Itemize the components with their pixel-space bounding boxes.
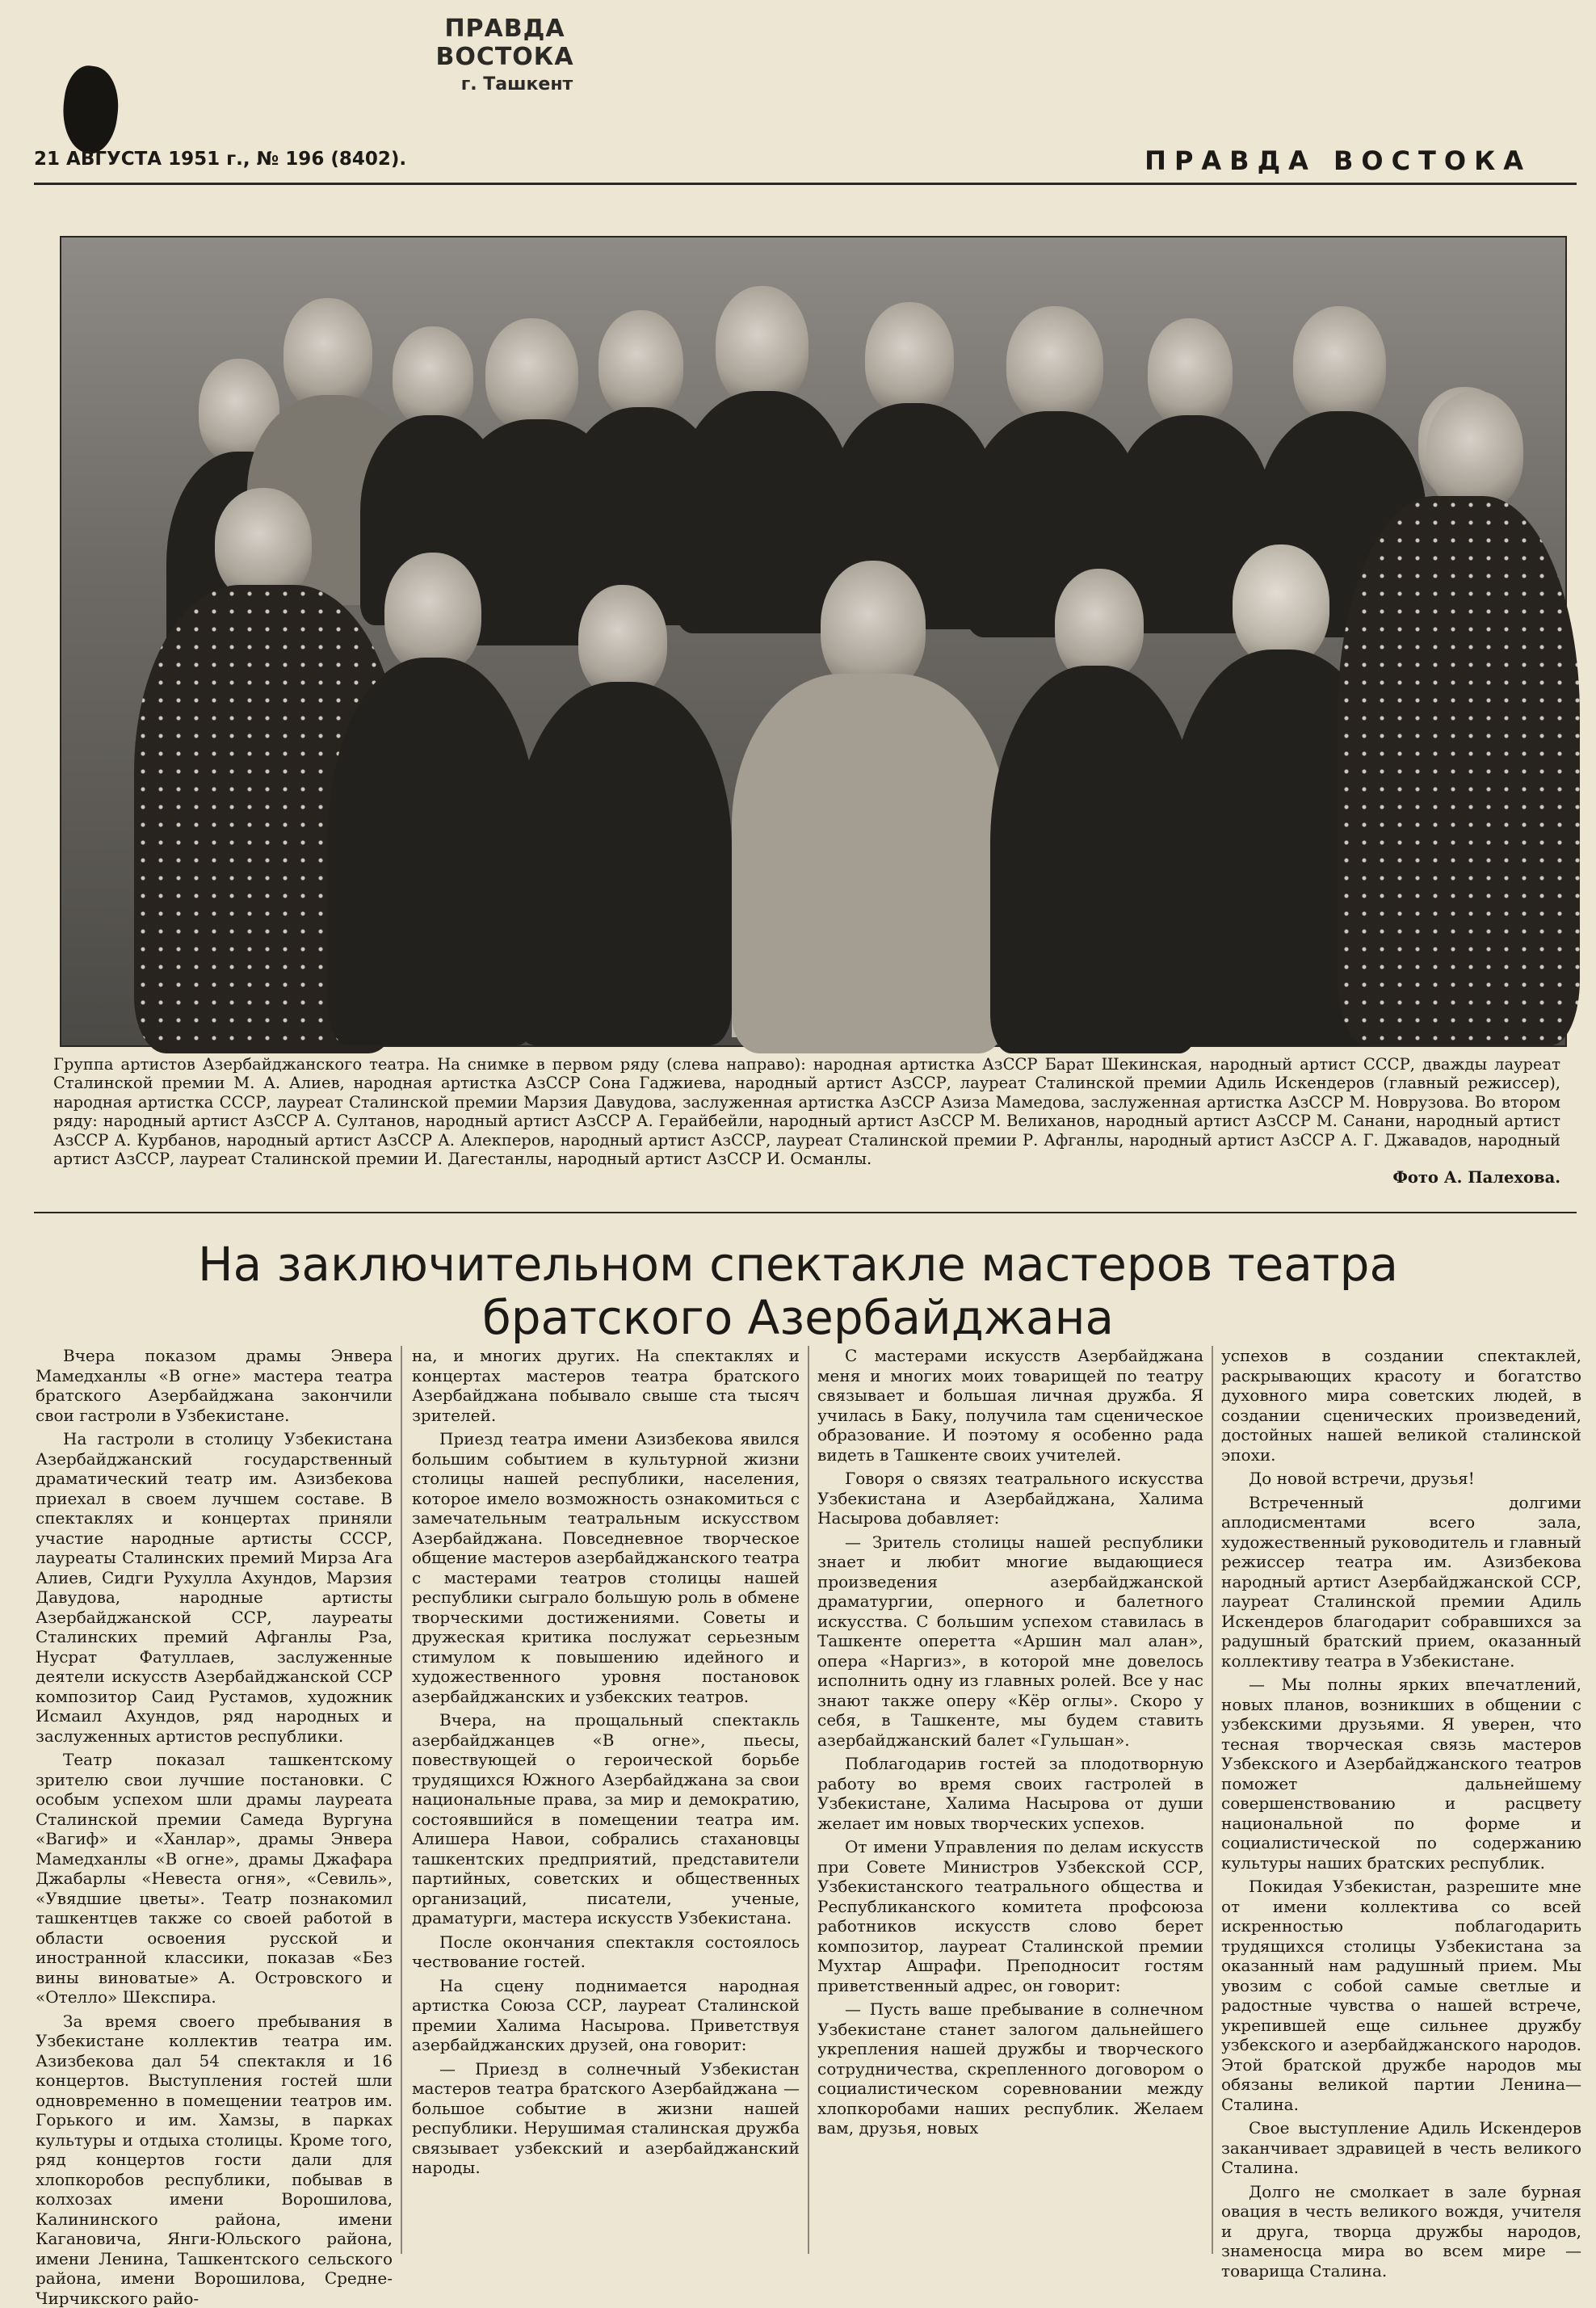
- paragraph: — Зритель столицы нашей республики знает и любит многие выдающиеся произведения азербайджанской драматургии, оперного и балетного искусства. С большим успехом ставилась в Ташкенте оперетта «Аршин мал алан», опера «Наргиз», в которой мне довелось исполнить одну из главных ролей. Все у нас знают также оперу «Кёр оглы». Скоро у себя, в Ташкенте, мы будем ставить азербайджанский балет «Гульшан».: [817, 1532, 1203, 1751]
- article-column-2: [412, 1346, 800, 2257]
- masthead-rule: [34, 183, 1577, 185]
- stamp-city: г. Ташкент: [388, 74, 622, 95]
- paragraph: успехов в создании спектаклей, раскрывающих красоту и богатство духовного мира советских людей, в создании сценических произведений, достойных нашей великой сталинской эпохи.: [1221, 1346, 1581, 1465]
- paragraph: Поблагодарив гостей за плодотворную работу во время своих гастролей в Узбекистане, Халима Насырова от души желает им новых творческих успехов.: [817, 1754, 1203, 1833]
- column-separator: [1212, 1346, 1213, 2254]
- stamp-title: ПРАВДА ВОСТОКА: [388, 15, 622, 71]
- paragraph: От имени Управления по делам искусств при Совете Министров Узбекской ССР, Узбекистанского театрального общества и Республиканского комитета профсоюза работников искусств слово берет композитор, лауреат Сталинской премии Мухтар Ашрафи. Преподносит гостям приветственный адрес, он говорит:: [817, 1837, 1203, 1995]
- column-separator: [808, 1346, 809, 2254]
- issue-date: 21 АВГУСТА 1951 г., № 196 (8402).: [34, 149, 406, 170]
- archive-stamp: [388, 15, 622, 95]
- paragraph: Приезд театра имени Азизбекова явился большим событием в культурной жизни столицы нашей республики, населения, которое имело возможность ознакомиться с замечательным театральным искусством Азербайджана. Повседневное творческое общение мастеров азербайджанского театра с мастерами театров столицы нашей республики сыграло большую роль в обмене творческими достижениями. Советы и дружеская критика послужат серьезным стимулом к повышению идейного и художественного уровня постановок азербайджанских и узбекских театров.: [412, 1429, 800, 1706]
- article-headline-line2: братского Азербайджана: [0, 1289, 1596, 1346]
- paragraph: Свое выступление Адиль Искендеров заканчивает здравицей в честь великого Сталина.: [1221, 2118, 1581, 2178]
- paragraph: Вчера, на прощальный спектакль азербайджанцев «В огне», пьесы, повествующей о героической борьбе трудящихся Южного Азербайджана за свои национальные права, за мир и демократию, состоявшийся в помещении театра им. Алишера Навои, собрались стахановцы ташкентских предприятий, представители партийных, советских и общественных организаций, писатели, ученые, драматурги, мастера искусств Узбекистана.: [412, 1710, 800, 1928]
- paragraph: С мастерами искусств Азербайджана меня и многих моих товарищей по театру связывает и большая личная дружба. Я училась в Баку, получила там сценическое образование. И поэтому я особенно рада видеть в Ташкенте своих учителей.: [817, 1346, 1203, 1465]
- paragraph: Долго не смолкает в зале бурная овация в честь великого вождя, учителя и друга, творца дружбы народов, знаменосца мира во всем мире — товарища Сталина.: [1221, 2182, 1581, 2281]
- paragraph: До новой встречи, друзья!: [1221, 1469, 1581, 1489]
- paragraph: Говоря о связях театрального искусства Узбекистана и Азербайджана, Халима Насырова добавляет:: [817, 1469, 1203, 1528]
- paragraph: На гастроли в столицу Узбекистана Азербайджанский государственный драматический театр им. Азизбекова приехал в своем лучшем составе. В спектаклях и концертах приняли участие народные артисты СССР, лауреаты Сталинских премий Мирза Ага Алиев, Сидги Рухулла Ахундов, Марзия Давудова, народные артисты Азербайджанской ССР, лауреаты Сталинских премий Афганлы Рза, Нусрат Фатуллаев, заслуженные деятели искусств Азербайджанской ССР композитор Саид Рустамов, художник Исмаил Ахундов, ряд народных и заслуженных артистов республики.: [36, 1429, 393, 1746]
- paragraph: Покидая Узбекистан, разрешите мне от имени коллектива со всей искренностью поблагодарить трудящихся столицы Узбекистана за оказанный нам радушный прием. Мы увозим с собой самые светлые и радостные чувства о нашей встрече, укрепившей еще сильнее дружбу узбекского и азербайджанского народов. Этой братской дружбе народов мы обязаны великой партии Ленина—Сталина.: [1221, 1877, 1581, 2114]
- ink-blot: [57, 63, 124, 157]
- column-separator: [401, 1346, 402, 2254]
- photo-credit: Фото А. Палехова.: [53, 1168, 1560, 1187]
- paragraph: Театр показал ташкентскому зрителю свои лучшие постановки. С особым успехом шли драмы лауреата Сталинской премии Самеда Вургуна «Вагиф» и «Ханлар», драмы Энвера Мамедханлы «В огне», драмы Джафара Джабарлы «Невеста огня», «Севиль», «Увядшие цветы». Театр познакомил ташкентцев также со своей работой в области освоения русской и иностранной классики, показав «Без вины виноватые» А. Островского и «Отелло» Шекспира.: [36, 1750, 393, 2007]
- paragraph: на, и многих других. На спектаклях и концертах мастеров театра братского Азербайджана побывало свыше ста тысяч зрителей.: [412, 1346, 800, 1425]
- article-column-4: [1221, 1346, 1581, 2257]
- paragraph: — Приезд в солнечный Узбекистан мастеров театра братского Азербайджана — большое событие в жизни нашей республики. Нерушимая сталинская дружба связывает узбекский и азербайджанский народы.: [412, 2059, 800, 2178]
- paragraph: На сцену поднимается народная артистка Союза ССР, лауреат Сталинской премии Халима Насырова. Приветствуя азербайджанских друзей, она говорит:: [412, 1976, 800, 2055]
- caption-text: Группа артистов Азербайджанского театра. На снимке в первом ряду (слева направо): народная артистка АзССР Барат Шекинская, народный артист СССР, дважды лауреат Сталинской премии М. А. Алиев, народная артистка АзССР Сона Гаджиева, народный артист АзССР, лауреат Сталинской премии Адиль Искендеров (главный режиссер), народная артистка СССР, лауреат Сталинской премии Марзия Давудова, заслуженная артистка АзССР Азиза Мамедова, заслуженная артистка АзССР М. Новрузова. Во втором ряду: народный артист АзССР А. Султанов, народный артист АзССР А. Герайбейли, народный артист АзССР М. Велиханов, народный артист АзССР М. Санани, народный артист АзССР А. Курбанов, народный артист АзССР А. Алекперов, народный артист АзССР, лауреат Сталинской премии Р. Афганлы, народный артист АзССР А. Г. Джавадов, народный артист АзССР, лауреат Сталинской премии И. Дагестанлы, народный артист АзССР И. Османлы.: [53, 1055, 1560, 1168]
- paragraph: Встреченный долгими аплодисментами всего зала, художественный руководитель и главный режиссер театра им. Азизбекова народный артист Азербайджанской ССР, лауреат Сталинской премии Адиль Искендеров благодарит собравшихся за радушный братский прием, оказанный коллективу театра в Узбекистане.: [1221, 1493, 1581, 1671]
- article-column-3: [817, 1346, 1203, 2257]
- photo-caption: [53, 1055, 1560, 1188]
- paragraph: После окончания спектакля состоялось чествование гостей.: [412, 1932, 800, 1972]
- paragraph: За время своего пребывания в Узбекистане коллектив театра им. Азизбекова дал 54 спектакля и 16 концертов. Выступления гостей шли одновременно в помещении театров им. Горького и им. Хамзы, в парках культуры и отдыха столицы. Кроме того, ряд концертов гости дали для хлопкоробов республики, побывав в колхозах имени Ворошилова, Калининского района, имени Кагановича, Янги-Юльского района, имени Ленина, Ташкентского сельского района, имени Ворошилова, Средне-Чирчикского райо-: [36, 2012, 393, 2308]
- article-headline-line1: На заключительном спектакле мастеров театра: [0, 1236, 1596, 1293]
- article-column-1: [36, 1346, 393, 2257]
- paragraph: — Мы полны ярких впечатлений, новых планов, возникших в общении с узбекскими друзьями. Я уверен, что тесная творческая связь мастеров Узбекского и Азербайджанского театров поможет дальнейшему совершенствованию и расцвету национальной по форме и социалистической по содержанию культуры наших братских республик.: [1221, 1675, 1581, 1873]
- paragraph: Вчера показом драмы Энвера Мамедханлы «В огне» мастера театра братского Азербайджана закончили свои гастроли в Узбекистане.: [36, 1346, 393, 1425]
- group-photo: [60, 236, 1567, 1047]
- caption-rule: [34, 1212, 1577, 1213]
- paragraph: — Пусть ваше пребывание в солнечном Узбекистане станет залогом дальнейшего укрепления нашей дружбы и творческого сотрудничества, скрепленного договором о социалистическом соревновании между хлопкоробами наших республик. Желаем вам, друзья, новых: [817, 1999, 1203, 2138]
- paper-name: ПРАВДА ВОСТОКА: [1144, 145, 1531, 176]
